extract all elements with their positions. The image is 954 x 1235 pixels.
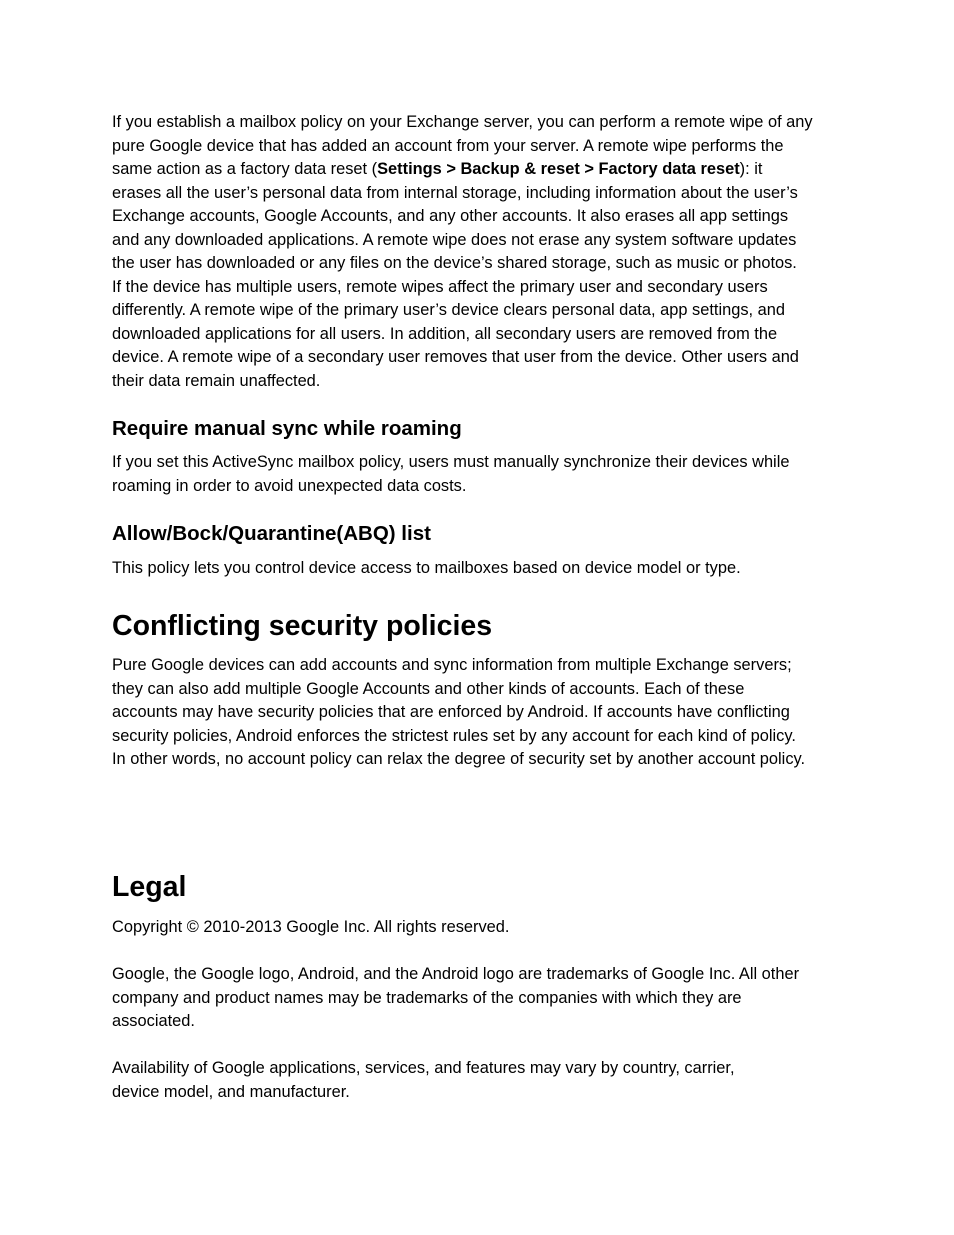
legal-heading: Legal [112, 871, 187, 903]
text-line: Exchange accounts, Google Accounts, and any other accounts. It also erases all app settings [112, 207, 789, 225]
text-line: associated. [112, 1012, 195, 1030]
text-line: Google, the Google logo, Android, and the Android logo are trademarks of Google Inc. All other [112, 965, 800, 983]
conflicting-paragraph [112, 654, 872, 772]
text-line: device model, and manufacturer. [112, 1082, 350, 1101]
text-line: If you establish a mailbox policy on your Exchange server, you can perform a remote wipe of any [112, 113, 813, 131]
manual-sync-paragraph [112, 451, 872, 498]
availability-paragraph [112, 1057, 872, 1104]
manual-sync-section [112, 416, 872, 442]
manual-sync-heading: Require manual sync while roaming [112, 417, 462, 440]
text-fragment: same action as a factory data reset ( [112, 160, 378, 178]
text-line: security policies, Android enforces the strictest rules set by any account for each kind of policy. [112, 726, 796, 745]
remote-wipe-paragraph [112, 111, 872, 393]
text-line: and any downloaded applications. A remote wipe does not erase any system software updates [112, 230, 797, 249]
text-line: device. A remote wipe of a secondary user removes that user from the device. Other users and [112, 348, 799, 366]
legal-section [112, 870, 872, 904]
text-line: accounts may have security policies that are enforced by Android. If accounts have conflicting [112, 703, 790, 721]
text-line: erases all the user’s personal data from internal storage, including information about the user’s [112, 183, 798, 202]
text-line: the user has downloaded or any files on the device’s shared storage, such as music or photos. [112, 254, 797, 272]
text-line: Availability of Google applications, services, and features may vary by country, carrier, [112, 1059, 735, 1077]
text-line: In other words, no account policy can relax the degree of security set by another account policy. [112, 750, 806, 768]
trademarks-paragraph [112, 963, 872, 1034]
text-line: company and product names may be trademarks of the companies with which they are [112, 988, 742, 1007]
text-line: Pure Google devices can add accounts and sync information from multiple Exchange servers; [112, 656, 792, 674]
text-line: they can also add multiple Google Accounts and other kinds of accounts. Each of these [112, 679, 745, 698]
text-line: their data remain unaffected. [112, 371, 321, 390]
text-line: downloaded applications for all users. In addition, all secondary users are removed from the [112, 324, 778, 343]
copyright-text: Copyright © 2010-2013 Google Inc. All rights reserved. [112, 918, 510, 936]
abq-heading: Allow/Bock/Quarantine(ABQ) list [112, 522, 431, 545]
text-line: pure Google device that has added an account from your server. A remote wipe performs the [112, 136, 784, 155]
text-line: differently. A remote wipe of the primary user’s device clears personal data, app settings, and [112, 301, 785, 319]
text-line: roaming in order to avoid unexpected data costs. [112, 476, 467, 495]
text-line: If the device has multiple users, remote wipes affect the primary user and secondary users [112, 277, 768, 296]
copyright-paragraph [112, 916, 872, 940]
abq-paragraph [112, 557, 872, 581]
abq-section [112, 521, 872, 547]
text-fragment: ): it [739, 160, 763, 178]
text-line-with-menu-path [112, 158, 872, 182]
text-line: This policy lets you control device access to mailboxes based on device model or type. [112, 559, 741, 577]
text-line: If you set this ActiveSync mailbox policy, users must manually synchronize their devices while [112, 453, 790, 471]
settings-menu-path: Settings > Backup & reset > Factory data reset [377, 160, 740, 178]
conflicting-heading: Conflicting security policies [112, 610, 493, 642]
conflicting-section [112, 609, 872, 643]
